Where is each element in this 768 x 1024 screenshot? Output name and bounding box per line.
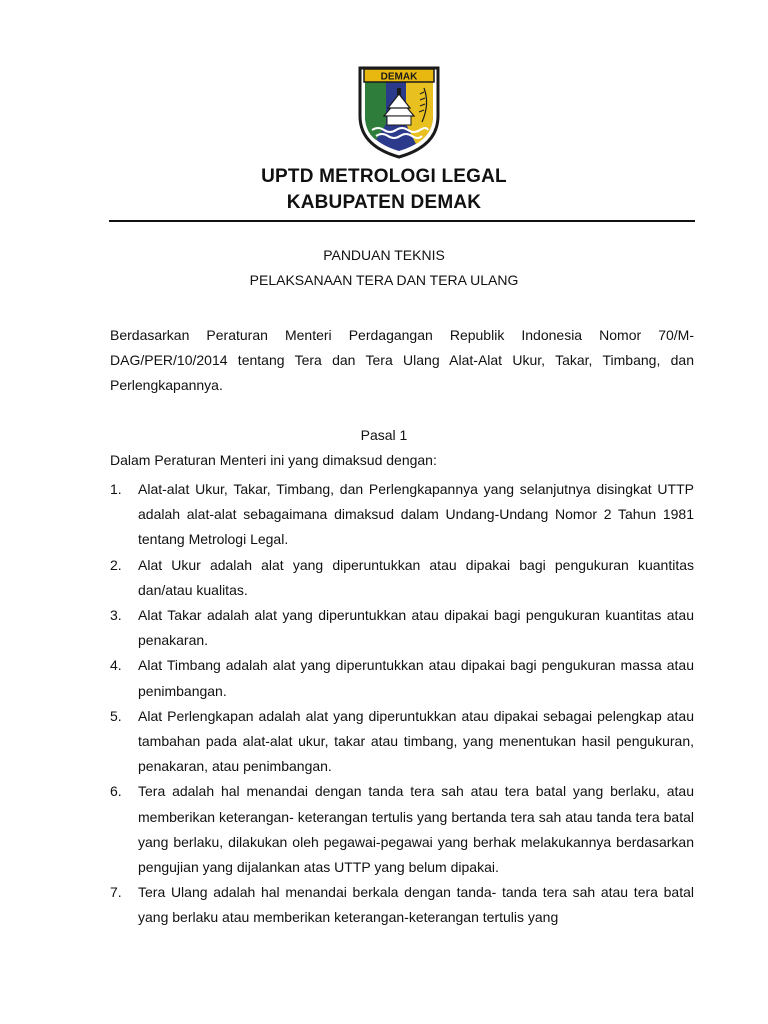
list-item-text: Alat Ukur adalah alat yang diperuntukkan atau dipakai bagi pengukuran kuantitas dan/atau kualitas. — [138, 556, 694, 598]
institution-title: UPTD METROLOGI LEGAL — [261, 166, 507, 187]
pasal-heading: Pasal 1 — [360, 427, 408, 443]
list-item-text: Alat Perlengkapan adalah alat yang diperuntukkan atau dipakai sebagai pelengkap atau tambahan pada alat-alat ukur, takar atau timbang, yang menentukan hasil pengukuran, penakaran, atau penimbangan. — [138, 707, 694, 775]
institution-subtitle: KABUPATEN DEMAK — [286, 192, 482, 213]
list-item-number: 2. — [110, 556, 122, 573]
list-item-text: Tera adalah hal menandai dengan tanda tera sah atau tera batal yang berlaku, atau memberikan keterangan- keterangan tertulis yang bertanda tera sah atau tanda tera batal yang berlaku, dilakukan oleh pegawai-pegawai yang berhak melakukannya berdasarkan pengujian yang dijalankan atas UTTP yang belum dipakai. — [138, 783, 694, 876]
document-title: PANDUAN TEKNIS — [323, 247, 445, 263]
list-item — [110, 704, 694, 780]
list-item — [110, 653, 694, 703]
list-item-text: Alat Takar adalah alat yang diperuntukkan atau dipakai bagi pengukuran kuantitas atau penakaran. — [138, 607, 694, 649]
kabupaten-demak-emblem-icon — [356, 64, 442, 160]
list-item-number: 4. — [110, 657, 122, 674]
list-item-text: Alat Timbang adalah alat yang diperuntukkan atau dipakai bagi pengukuran massa atau penimbangan. — [138, 657, 694, 699]
list-item-number: 3. — [110, 607, 122, 624]
list-item-text: Tera Ulang adalah hal menandai berkala dengan tanda- tanda tera sah atau tera batal yang berlaku atau memberikan keterangan-keterangan tertulis yang — [138, 884, 694, 926]
list-item — [110, 553, 694, 603]
definitions-list — [110, 477, 694, 931]
list-item — [110, 603, 694, 653]
intro-paragraph: Berdasarkan Peraturan Menteri Perdagangan Republik Indonesia Nomor 70/M-DAG/PER/10/2014 tentang Tera dan Tera Ulang Alat-Alat Ukur, Takar, Timbang, dan Perlengkapannya. — [110, 327, 694, 394]
emblem-banner-text: DEMAK — [380, 71, 418, 83]
list-item-number: 7. — [110, 884, 122, 901]
definitions-lead: Dalam Peraturan Menteri ini yang dimaksud dengan: — [110, 452, 437, 468]
list-item — [110, 880, 694, 930]
list-item — [110, 477, 694, 553]
list-item-text: Alat-alat Ukur, Takar, Timbang, dan Perlengkapannya yang selanjutnya disingkat UTTP adalah alat-alat sebagaimana dimaksud dalam Undang-Undang Nomor 2 Tahun 1981 tentang Metrologi Legal. — [138, 481, 694, 548]
document-subtitle: PELAKSANAAN TERA DAN TERA ULANG — [249, 272, 519, 288]
list-item-number: 1. — [110, 481, 122, 497]
header-divider — [109, 220, 695, 222]
list-item-number: 5. — [110, 707, 122, 724]
list-item — [110, 779, 694, 880]
list-item-number: 6. — [110, 783, 122, 800]
